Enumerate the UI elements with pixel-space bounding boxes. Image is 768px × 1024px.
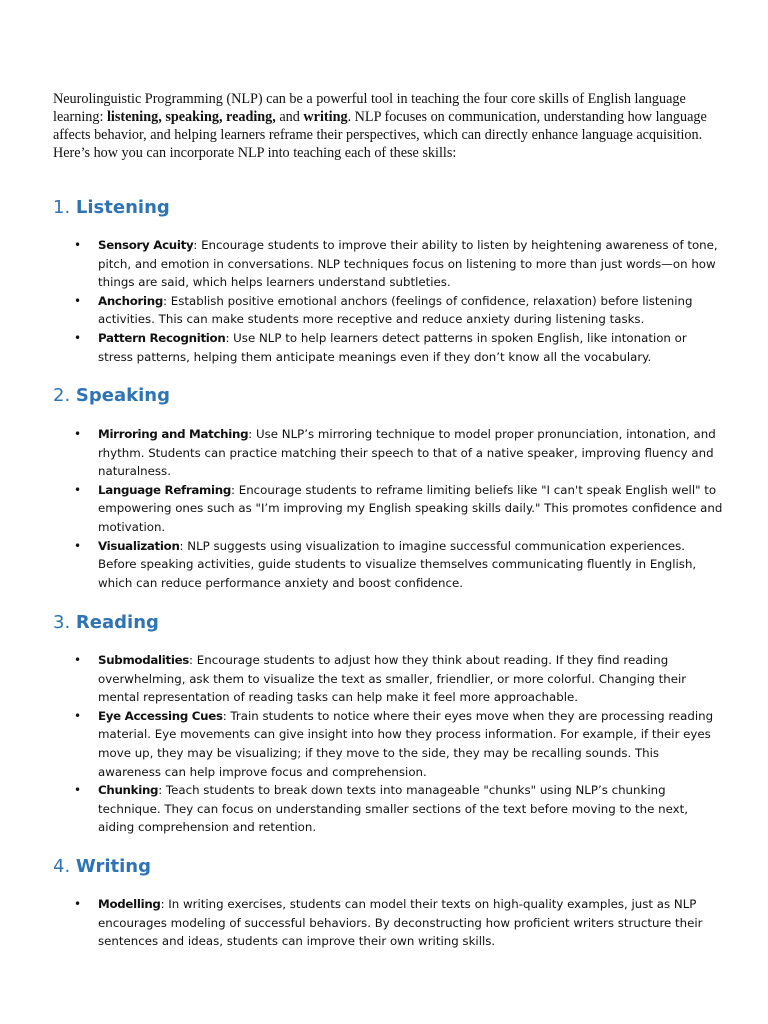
- section-number: 2.: [53, 385, 71, 406]
- section-title: Writing: [75, 856, 151, 877]
- list-item: [53, 329, 725, 366]
- item-text: : Establish positive emotional anchors (feelings of confidence, relaxation) before listening activities. This can make students more receptive and reduce anxiety during listening tasks.: [98, 293, 693, 327]
- intro-text-2: . NLP focuses on communication, understanding how language affects behavior, and helping learners reframe their perspectives, which can directly enhance language acquisition. Here’s how you can incorporate NLP into teaching each of these skills:: [53, 109, 707, 161]
- section-title: Speaking: [75, 385, 170, 406]
- bullet-list: [53, 651, 725, 837]
- list-item: [53, 537, 725, 593]
- bullet-icon: •: [74, 653, 82, 667]
- section-listening: [53, 196, 725, 364]
- bullet-list: [53, 236, 725, 366]
- intro-writing-bold: writing: [303, 109, 348, 125]
- bullet-icon: •: [74, 708, 82, 723]
- item-term: Eye Accessing Cues: [98, 708, 223, 723]
- item-term: Anchoring: [98, 293, 164, 308]
- item-text: : In writing exercises, students can model their texts on high-quality examples, just as NLP encourages modeling of successful behaviors. By deconstructing how proficient writers structure their sentences and ideas, students can improve their own writing skills.: [98, 897, 703, 949]
- list-item: [53, 481, 725, 537]
- item-term: Visualization: [98, 538, 180, 553]
- intro-skills-bold: listening, speaking, reading,: [106, 109, 276, 125]
- item-term: Mirroring and Matching: [98, 427, 249, 441]
- bullet-icon: •: [74, 330, 82, 345]
- item-term: Chunking: [98, 783, 159, 798]
- item-text: : Encourage students to adjust how they think about reading. If they find reading overwhelming, ask them to visualize the text as smaller, friendlier, or more colorful. Changing their mental representation of reading tasks can help make it feel more approachable.: [98, 653, 687, 705]
- bullet-icon: •: [74, 427, 82, 441]
- bullet-icon: •: [74, 293, 82, 308]
- section-writing: [53, 855, 725, 949]
- item-text: : Train students to notice where their eyes move when they are processing reading material. Eye movements can give insight into how they process information. For example, if their eyes move up, they may be visualizing; if they move to the side, they may be recalling sounds. This awareness can help improve focus and comprehension.: [98, 708, 714, 779]
- list-item: [53, 236, 725, 292]
- bullet-icon: •: [74, 482, 82, 497]
- section-heading: [53, 196, 725, 220]
- section-heading: [53, 855, 725, 879]
- item-term: Submodalities: [98, 653, 190, 667]
- section-reading: [53, 611, 725, 835]
- item-text: : NLP suggests using visualization to imagine successful communication experiences. Before speaking activities, guide students to visualize themselves communicating fluently in English, which can reduce performance anxiety and boost confidence.: [98, 538, 697, 590]
- section-heading: [53, 384, 725, 408]
- list-item: [53, 781, 725, 837]
- intro-text-1: Neurolinguistic Programming (NLP) can be a powerful tool in teaching the four core skills of English language learning:: [53, 91, 686, 125]
- item-text: : Teach students to break down texts into manageable "chunks" using NLP’s chunking technique. They can focus on understanding smaller sections of the text before moving to the next, aiding comprehension and retention.: [98, 783, 689, 835]
- list-item: [53, 895, 725, 951]
- item-term: Modelling: [98, 897, 161, 911]
- section-speaking: [53, 384, 725, 590]
- item-term: Pattern Recognition: [98, 330, 226, 345]
- bullet-list: [53, 895, 725, 951]
- item-term: Language Reframing: [98, 482, 232, 497]
- section-number: 1.: [53, 197, 71, 218]
- section-title: Listening: [75, 197, 170, 218]
- section-number: 3.: [53, 612, 71, 633]
- list-item: [53, 707, 725, 781]
- item-term: Sensory Acuity: [98, 238, 194, 252]
- bullet-icon: •: [74, 783, 82, 798]
- item-text: : Encourage students to improve their ability to listen by heightening awareness of tone, pitch, and emotion in conversations. NLP techniques focus on listening to more than just words—on how things are said, which helps learners understand subtleties.: [98, 238, 718, 290]
- item-text: : Use NLP to help learners detect patterns in spoken English, like intonation or stress patterns, helping them anticipate meanings even if they don’t know all the vocabulary.: [98, 330, 687, 364]
- list-item: [53, 292, 725, 329]
- bullet-icon: •: [74, 538, 82, 553]
- list-item: [53, 651, 725, 707]
- section-title: Reading: [75, 612, 159, 633]
- bullet-icon: •: [74, 238, 82, 252]
- bullet-list: [53, 425, 725, 592]
- intro-and: and: [275, 109, 304, 125]
- section-heading: [53, 611, 725, 635]
- intro-paragraph: [53, 90, 713, 162]
- item-text: : Encourage students to reframe limiting beliefs like "I can't speak English well" to empowering ones such as "I’m improving my English speaking skills daily." This promotes confidence and motivation.: [98, 482, 723, 534]
- bullet-icon: •: [74, 897, 82, 911]
- list-item: [53, 425, 725, 481]
- section-number: 4.: [53, 856, 71, 877]
- item-text: : Use NLP’s mirroring technique to model proper pronunciation, intonation, and rhythm. Students can practice matching their speech to that of a native speaker, improving fluency and naturalness.: [98, 427, 716, 479]
